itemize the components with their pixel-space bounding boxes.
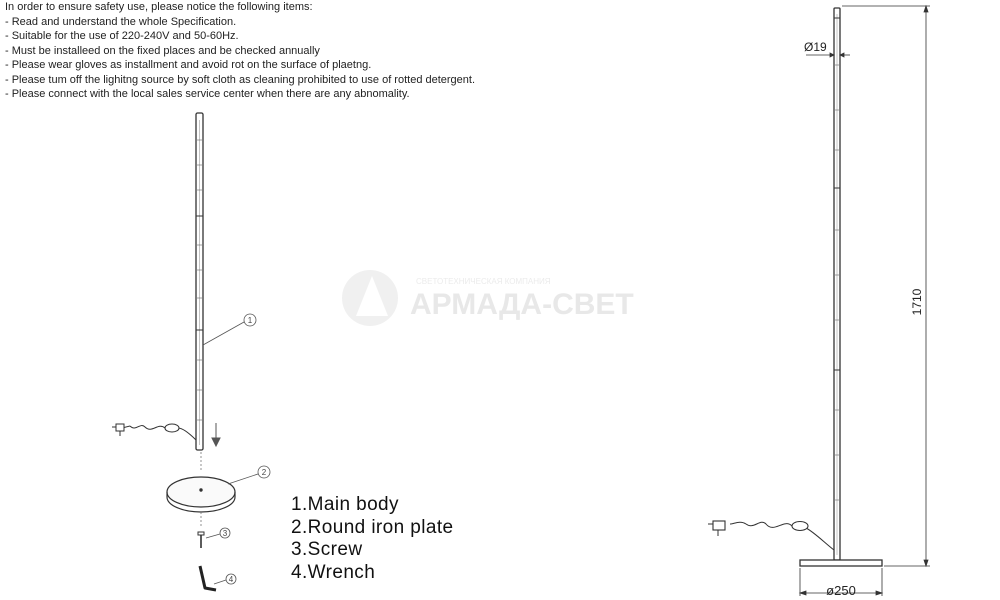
notice-item: - Suitable for the use of 220-240V and 50-60Hz. — [5, 30, 239, 42]
watermark-brand: АРМАДА-СВЕТ — [410, 288, 634, 321]
assembly-arrow — [212, 423, 220, 446]
exploded-lamp-pole — [196, 113, 203, 450]
callout-3: 3 — [222, 529, 228, 538]
part-round-iron-plate: 2.Round iron plate — [291, 516, 454, 538]
callouts — [203, 314, 270, 584]
notice-item: - Must be installeed on the fixed places and be checked annually — [5, 44, 320, 57]
parts-list — [291, 494, 453, 584]
power-cable-left — [112, 424, 196, 440]
screw — [198, 532, 204, 548]
notice-item: - Read and understand the whole Specification. — [5, 15, 237, 28]
notice-item: - Please tum off the lighitng source by soft cloth as cleaning prohibited to use of rotted detergent. — [5, 73, 476, 86]
part-screw: 3.Screw — [291, 539, 363, 560]
callout-2: 2 — [261, 468, 267, 477]
dimension-top-diameter-label: Ø19 — [804, 40, 827, 54]
dimension-base-diameter-label: ø250 — [826, 583, 856, 598]
notice-intro: In order to ensure safety use, please notice the following items: — [5, 1, 313, 13]
callout-4: 4 — [228, 575, 234, 584]
wrench — [200, 566, 216, 590]
round-iron-plate — [167, 477, 235, 512]
dimension-height — [842, 6, 930, 566]
part-main-body: 1.Main body — [291, 494, 399, 515]
callout-1: 1 — [247, 316, 253, 325]
watermark-tagline: СВЕТОТЕХНИЧЕСКАЯ КОМПАНИЯ — [416, 277, 551, 286]
watermark-logo — [342, 270, 634, 326]
power-cable-right — [708, 521, 834, 550]
notice-item: - Please connect with the local sales service center when there are any abnomality. — [5, 88, 410, 100]
part-wrench: 4.Wrench — [291, 561, 376, 583]
assembled-lamp-pole — [800, 8, 882, 566]
dimension-height-label: 1710 — [910, 288, 924, 316]
notice-item: - Please wear gloves as installment and avoid rot on the surface of plaetng. — [5, 59, 372, 71]
